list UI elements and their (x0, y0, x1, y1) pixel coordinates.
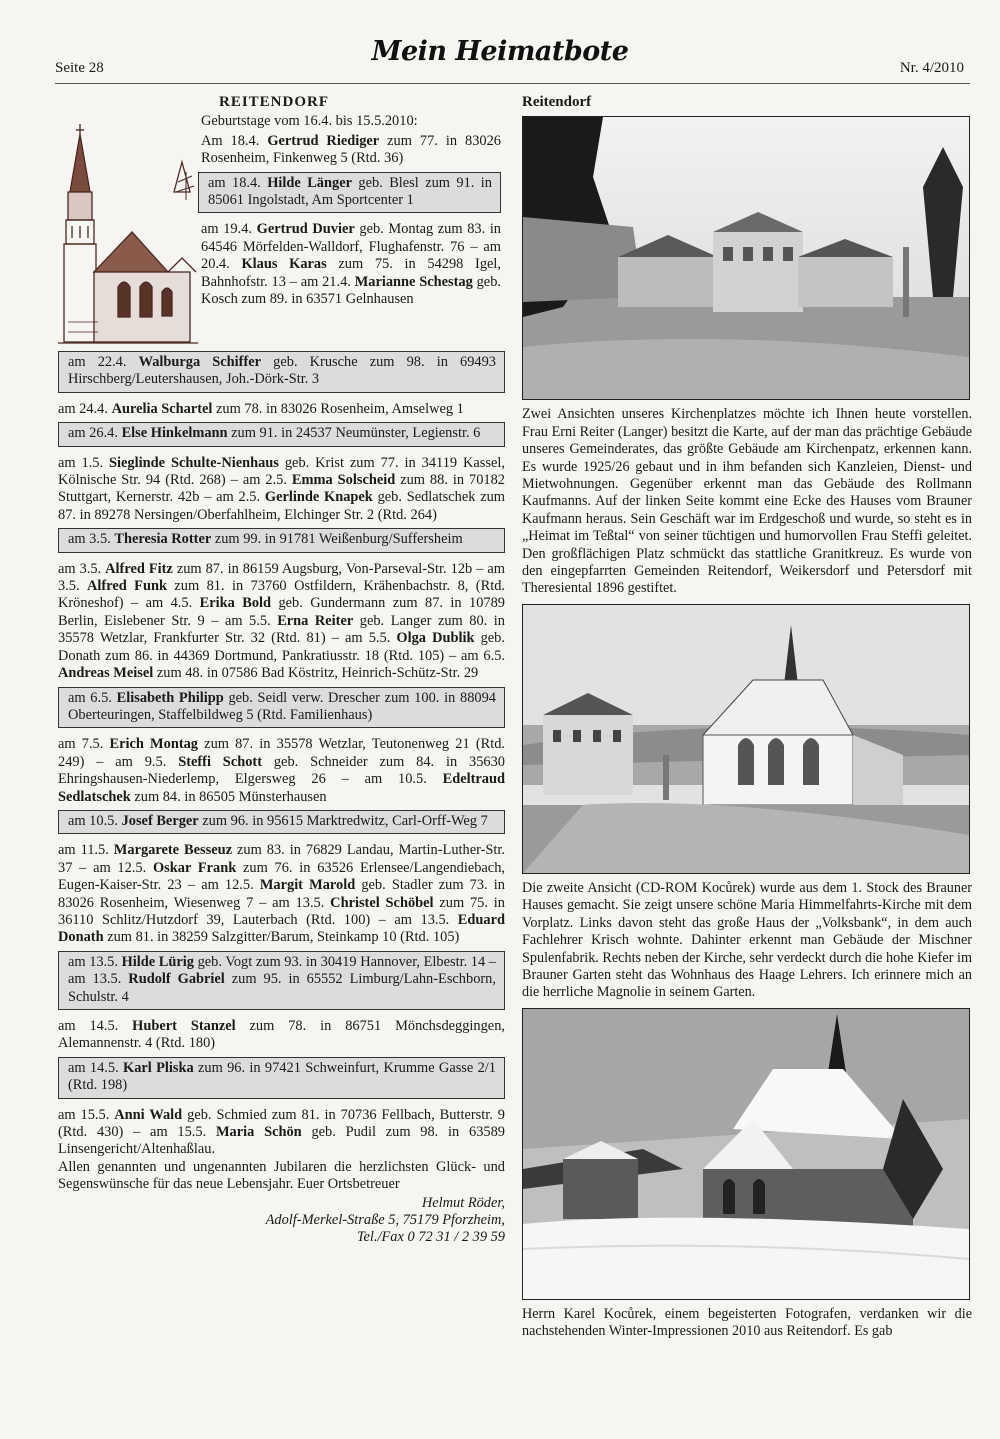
signoff-phone: Tel./Fax 0 72 31 / 2 39 59 (356, 1229, 505, 1246)
birthday-entry: am 7.5. Erich Montag zum 87. in 35578 Wetzlar, Teutonenweg 21 (Rtd. 249) – am 9.5. Steffi Schott geb. Schneider zum 84. in 35630 Ehringshausen-Niederlemp, Elgersweg 26 – am 10.5. Edeltraud Sedlatschek zum 84. in 86505 Münsterhausen (58, 736, 506, 805)
birthday-entry: am 11.5. Margarete Besseuz zum 83. in 76829 Landau, Martin-Luther-Str. 37 – am 12.5. Oskar Frank zum 76. in 63526 Erlensee/Langendiebach, Eugen-Kaiser-Str. 23 – am 12.5. Margit Marold geb. Stadler zum 73. in 83026 Rosenheim, Wiesenweg 7 – am 13.5. Christel Schöbel zum 75. in 36110 Schlitz/Hutzdorf 39, Lauterbach (Rtd. 100) – am 13.5. Eduard Donath zum 81. in 38259 Salzgitter/Barum, Steinkamp 10 (Rtd. 105) (58, 842, 505, 946)
birthday-column (58, 94, 505, 1247)
article-title: Reitendorf (522, 94, 592, 110)
masthead-title: Mein Heimatbote (371, 36, 629, 67)
intro-text: Geburtstage vom 16.4. bis 15.5.2010: (201, 113, 418, 130)
photo-caption-3: Herrn Karel Kocůrek, einem begeisterten Fotografen, verdanken wir die nachstehenden Winter-Impressionen 2010 aus Reitendorf. Es gab (522, 1305, 972, 1340)
birthday-entry: am 15.5. Anni Wald geb. Schmied zum 81. in 70736 Fellbach, Butterstr. 9 (Rtd. 430) – am 15.5. Maria Schön geb. Pudil zum 98. in 63589 Linsengericht/Altenhaßlau. (58, 1106, 505, 1158)
top-entries (201, 94, 501, 312)
birthday-entry: am 24.4. Aurelia Schartel zum 78. in 83026 Rosenheim, Amselweg 1 (58, 400, 464, 417)
signoff-address: Adolf-Merkel-Straße 5, 75179 Pforzheim, (265, 1212, 505, 1229)
birthday-entry: am 19.4. Gertrud Duvier geb. Montag zum 83. in 64546 Mörfelden-Walldorf, Flughafenstr. 76 – am 20.4. Klaus Karas zum 75. in 54298 Igel, Bahnhofstr. 13 – am 21.4. Marianne Schestag geb. Kosch zum 89. in 63571 Gelnhausen (201, 221, 502, 308)
birthday-entry-boxed: am 3.5. Theresia Rotter zum 99. in 91781 Weißenburg/Suffersheim (58, 528, 505, 552)
birthday-entry-boxed: am 22.4. Walburga Schiffer geb. Krusche zum 98. in 69493 Hirschberg/Leutershausen, Joh.-Dörk-Str. 3 (58, 351, 505, 393)
issue-number: Nr. 4/2010 (899, 60, 964, 76)
birthday-entry: Am 18.4. Gertrud Riediger zum 77. in 83026 Rosenheim, Finkenweg 5 (Rtd. 36) (201, 132, 501, 167)
header-rule (55, 83, 970, 84)
closing-text: Allen genannten und ungenannten Jubilaren die herzlichsten Glück- und Segenswünsche für das neue Lebensjahr. Euer Ortsbetreuer (58, 1158, 505, 1193)
birthday-entry-boxed: am 10.5. Josef Berger zum 96. in 95615 Marktredwitz, Carl-Orff-Weg 7 (58, 810, 505, 834)
birthday-entry: am 14.5. Hubert Stanzel zum 78. in 86751 Mönchsdeggingen, Alemannenstr. 4 (Rtd. 180) (58, 1018, 505, 1052)
church-drawing-image (58, 122, 198, 346)
article-column (522, 94, 972, 1347)
birthday-entry-boxed: am 14.5. Karl Pliska zum 96. in 97421 Schweinfurt, Krumme Gasse 2/1 (Rtd. 198) (58, 1057, 505, 1099)
birthday-entry-boxed: am 13.5. Hilde Lürig geb. Vogt zum 93. in 30419 Hannover, Elbestr. 14 – am 13.5. Rudolf Gabriel zum 95. in 65552 Limburg/Lahn-Eschborn, Schulstr. 4 (58, 951, 505, 1010)
photo-caption-2: Die zweite Ansicht (CD-ROM Kocůrek) wurde aus dem 1. Stock des Brauner Hauses gemacht. Sie zeigt unsere schöne Maria Himmelfahrts-Kirche mit dem Vorplatz. Links davon steht das große Haus der „Volksbank“, in dem auch Fachlehrer Krisch wohnte. Dahinter erkennt man Gebäude der Mischner Spulenfabrik. Rechts neben der Kirche, sehr verdeckt durch die hohe Kiefer im Brauner Garten steht das Wohnhaus des Haage Lehrers. Ich erinnere mich an die herrliche Magnolie in seinem Garten. (522, 879, 972, 1001)
birthday-entry-boxed: am 6.5. Elisabeth Philipp geb. Seidl verw. Drescher zum 100. in 88094 Oberteuringen, Staffelbildweg 5 (Rtd. Familienhaus) (58, 687, 505, 729)
winter-church-photo (522, 1008, 970, 1300)
birthday-entry-boxed: am 26.4. Else Hinkelmann zum 91. in 24537 Neumünster, Legienstr. 6 (58, 422, 505, 446)
birthday-entry: am 3.5. Alfred Fitz zum 87. in 86159 Augsburg, Von-Parseval-Str. 12b – am 3.5. Alfred Funk zum 81. in 73760 Ostfildern, Krähenbachstr. 8, (Rtd. Kröneshof) – am 4.5. Erika Bold geb. Gundermann zum 87. in 10789 Berlin, Eislebener Str. 9 – am 5.5. Erna Reiter geb. Langer zum 80. in 35578 Wetzlar, Frankfurter Str. 32 (Rtd. 81) – am 5.5. Olga Dublik geb. Donath zum 86. in 44369 Dortmund, Pankratiusstr. 18 (Rtd. 105) – am 6.5. Andreas Meisel zum 48. in 07586 Bad Köstritz, Heinrich-Schütz-Str. 29 (58, 560, 506, 682)
birthday-entry: am 1.5. Sieglinde Schulte-Nienhaus geb. Krist zum 77. in 34119 Kassel, Kölnische Str. 94 (Rtd. 268) – am 2.5. Emma Solscheid zum 88. in 70182 Stuttgart, Kernerstr. 42b – am 2.5. Gerlinde Knapek geb. Sedlatschek zum 87. in 89278 Nersingen/Oberfahlheim, Elchinger Str. 2 (Rtd. 264) (58, 454, 505, 523)
top-block (58, 94, 505, 349)
church-photo (522, 604, 970, 874)
birthday-entry-boxed: am 18.4. Hilde Länger geb. Blesl zum 91. in 85061 Ingolstadt, Am Sportcenter 1 (198, 172, 501, 214)
signoff-name: Helmut Röder, (421, 1194, 505, 1211)
photo-caption-1: Zwei Ansichten unseres Kirchenplatzes möchte ich Ihnen heute vorstellen. Frau Erni Reiter (Langer) besitzt die Karte, auf der man das prächtige Gebäude unseres Gemeinderates, das größte Gebäude am Kirchenpatz, erkennen kann. Es wurde 1925/26 gebaut und in ihm befanden sich Kanzleien, Dienst- und Mietwohnungen. Gegenüber erkennt man das Gebäude des Rollmann Kaufmanns. Auf der linken Seite kommt eine Ecke des Hauses vom Brauner Kaufmann heraus. Sein Geschäft war im Erdgeschoß und wurde, so steht es in „Heimat im Teßtal“ von seiner tüchtigen und humorvollen Frau Steffi geleitet. Den großflächigen Platz schmückt das stattliche Granitkreuz. Es wurde von den eingepfarrten Gemeinden Reitendorf, Weikersdorf und Petersdorf mit Theresiental 1896 gestiftet. (522, 406, 972, 597)
section-title: REITENDORF (219, 94, 330, 110)
church-square-photo (522, 116, 970, 400)
page-number: Seite 28 (55, 60, 104, 76)
signoff (58, 1195, 505, 1247)
